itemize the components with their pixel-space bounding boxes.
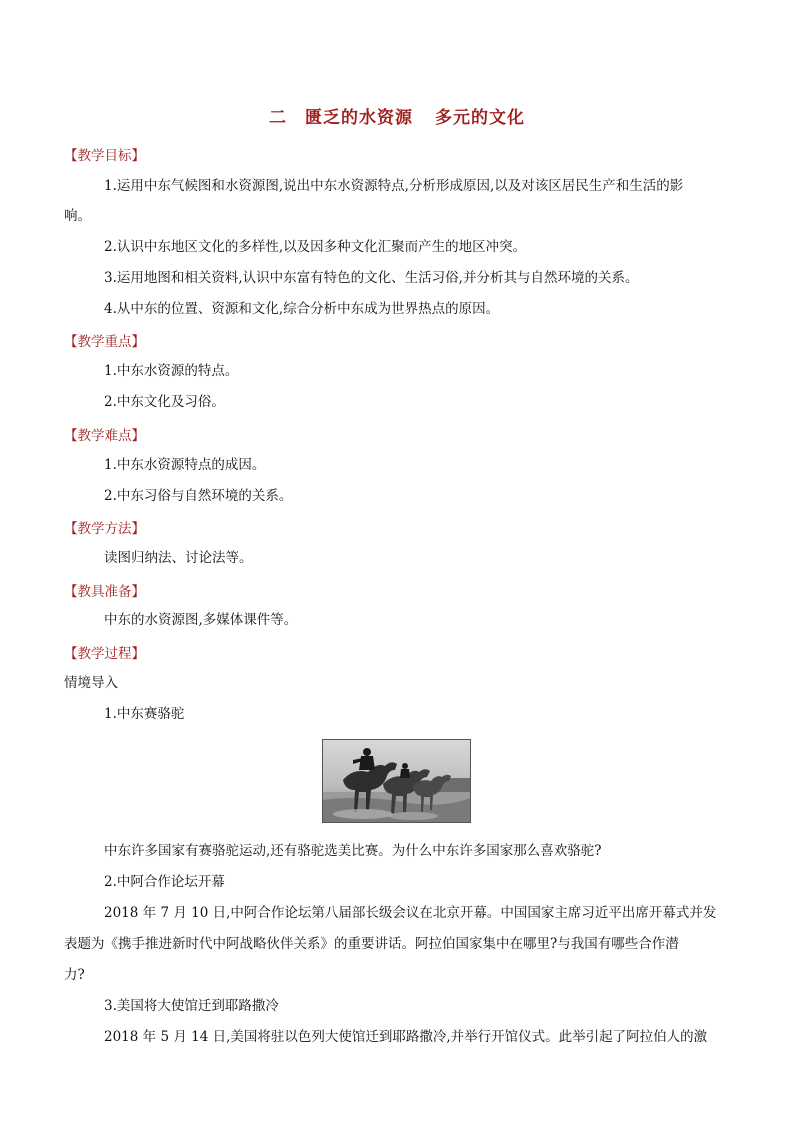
camel-race-illustration [323,740,470,822]
key-point-2: 2.中东文化及习俗。 [104,394,225,410]
heading-methods: 【教学方法】 [64,521,145,537]
title-number: 二 [269,108,287,128]
process-item-3-title: 3.美国将大使馆迁到耶路撒冷 [104,998,279,1014]
difficulty-1: 1.中东水资源特点的成因。 [104,457,266,473]
process-item-2-line-1: 2018 年 7 月 10 日,中阿合作论坛第八届部长级会议在北京开幕。中国国家主席习近平出席开幕式并发 [104,905,717,921]
process-item-1-text: 中东许多国家有赛骆驼运动,还有骆驼选美比赛。为什么中东许多国家那么喜欢骆驼? [104,843,602,859]
process-item-2-line-2: 表题为《携手推进新时代中阿战略伙伴关系》的重要讲话。阿拉伯国家集中在哪里?与我国有哪些合作潜 [64,936,679,952]
process-item-3-line-1: 2018 年 5 月 14 日,美国将驻以色列大使馆迁到耶路撒冷,并举行开馆仪式。此举引起了阿拉伯人的激 [104,1029,708,1045]
goal-item-3: 3.运用地图和相关资料,认识中东富有特色的文化、生活习俗,并分析其与自然环境的关系。 [104,270,639,286]
title-part-2: 多元的文化 [435,108,525,128]
key-point-1: 1.中东水资源的特点。 [104,363,239,379]
goal-item-1-cont: 响。 [64,208,91,224]
goal-item-2: 2.认识中东地区文化的多样性,以及因多种文化汇聚而产生的地区冲突。 [104,239,527,255]
heading-goals: 【教学目标】 [64,148,145,164]
camel-race-photo [322,739,471,823]
difficulty-2: 2.中东习俗与自然环境的关系。 [104,488,293,504]
process-intro: 情境导入 [64,675,118,691]
goal-item-1: 1.运用中东气候图和水资源图,说出中东水资源特点,分析形成原因,以及对该区居民生产和生活的影 [104,178,684,194]
title-part-1: 匮乏的水资源 [305,108,413,128]
heading-difficulties: 【教学难点】 [64,428,145,444]
process-item-2-title: 2.中阿合作论坛开幕 [104,874,225,890]
process-item-2-line-3: 力? [64,967,85,983]
methods-text: 读图归纳法、讨论法等。 [104,550,253,566]
process-item-1-title: 1.中东赛骆驼 [104,706,185,722]
goal-item-4: 4.从中东的位置、资源和文化,综合分析中东成为世界热点的原因。 [104,301,500,317]
heading-key-points: 【教学重点】 [64,334,145,350]
tools-text: 中东的水资源图,多媒体课件等。 [104,612,298,628]
heading-process: 【教学过程】 [64,646,145,662]
page-title [0,103,794,128]
heading-tools: 【教具准备】 [64,584,145,600]
